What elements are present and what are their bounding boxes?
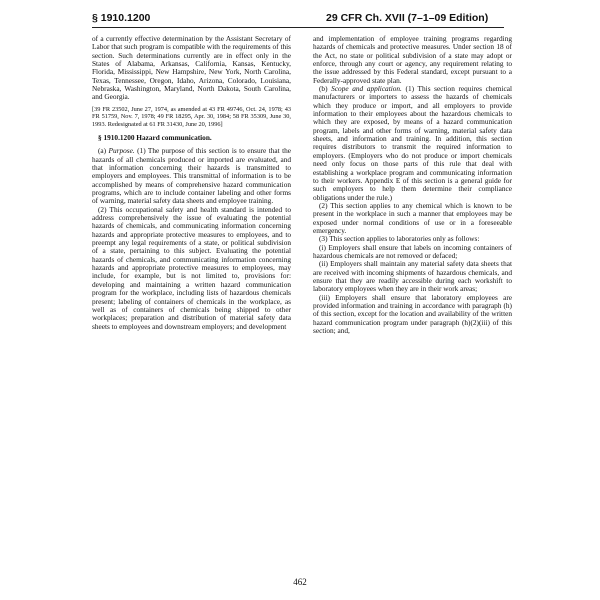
header-rule [92,27,504,28]
scope-label: Scope and application. [331,84,402,94]
continued-paragraph: and implementation of employee training programs regarding hazards of chemicals and protective measures. Under section 18 of the Act, no state or political subdivision of a state may adopt or enforce, through any court or agency, any requirement relating to the issue addressed by this Federal standard, except pursuant to a Federally-approved state plan. [313,34,512,85]
page-number: 462 [293,577,307,587]
running-header-section: § 1910.1200 [92,12,151,24]
paragraph-b3iii: (iii) Employers shall ensure that laboratory employees are provided information and training in accordance with paragraph (h) of this section, except for the location and availability of the written hazard communication program under paragraph (h)(2)(iii) of this section; and, [313,292,512,336]
paragraph-b3i: (i) Employers shall ensure that labels on incoming containers of hazardous chemicals are not removed or defaced; [313,242,512,260]
purpose-paragraph [92,147,291,205]
intro-paragraph: of a currently effective determination by the Assistant Secretary of Labor that such program is compatible with the requirements of this section. Such determinations currently are in effect only in the States of Alabama, Arkansas, California, Kansas, Kentucky, Florida, Mississippi, New Hampshire, New York, North Carolina, Texas, Tennessee, Oregon, Idaho, Arizona, Colorado, Louisiana, Nebraska, Washington, Maryland, North Dakota, South Carolina, and Georgia. [92,34,291,102]
running-header-title: 29 CFR Ch. XVII (7–1–09 Edition) [326,12,489,24]
source-citation: [39 FR 23502, June 27, 1974, as amended at 43 FR 49746, Oct. 24, 1978; 43 FR 51759, Nov. 7, 1978; 49 FR 18295, Apr. 30, 1984; 58 FR 35309, June 30, 1993. Redesignated at 61 FR 31430, June 20, 1996] [92,105,291,128]
purpose-prefix: (a) [98,146,109,156]
paragraph-b3: (3) This section applies to laboratories only as follows: [319,234,480,244]
scope-prefix: (b) [319,84,332,94]
scope-paragraph [313,85,512,202]
paragraph-a2: (2) This occupational safety and health standard is intended to address comprehensively the issue of evaluating the potential hazards of chemicals, and communicating information concerning hazards and appropriate protective measures to employees, and to preempt any legal requirements of a state, or political subdivision of a state, pertaining to this subject. Evaluating the potential hazards of chemicals, and communicating information concerning hazards and appropriate protective measures to employees, may include, for example, but is not limited to, provisions for: developing and maintaining a written hazard communication program for the workplace, including lists of hazardous chemicals present; labeling of containers of chemicals in the workplace, as well as of containers of chemicals being shipped to other workplaces; preparation and distribution of material safety data sheets to employees and downstream employers; and development [92,204,291,331]
paragraph-b2: (2) This section applies to any chemical which is known to be present in the workplace in such a manner that employees may be exposed under normal conditions of use or in a foreseeable emergency. [313,200,512,235]
section-heading: § 1910.1200 Hazard communication. [98,132,212,142]
purpose-text: (1) The purpose of this section is to ensure that the hazards of all chemicals produced or imported are evaluated, and that information concerning their hazards is transmitted to employers and employees. This transmittal of information is to be accomplished by means of comprehensive hazard communication programs, which are to include container labeling and other forms of warning, material safety data sheets and employee training. [92,146,291,206]
left-column [92,35,291,331]
paragraph-b3ii: (ii) Employers shall maintain any material safety data sheets that are received with incoming shipments of hazardous chemicals, and ensure that they are readily accessible during each workshift to laboratory employees when they are in their work areas; [313,259,512,294]
scope-text: (1) This section requires chemical manufacturers or importers to assess the hazards of chemicals which they produce or import, and all employers to provide information to their employees about the hazardous chemicals to which they are exposed, by means of a hazard communication program, labels and other forms of warning, material safety data sheets, and information and training. In addition, this section requires distributors to transmit the required information to employers. (Employers who do not produce or import chemicals need only focus on those parts of this rule that deal with establishing a workplace program and communicating information to their workers. Appendix E of this section is a general guide for such employers to help them determine their compliance obligations under the rule.) [313,84,512,202]
purpose-label: Purpose. [108,146,135,156]
right-column [313,35,512,335]
